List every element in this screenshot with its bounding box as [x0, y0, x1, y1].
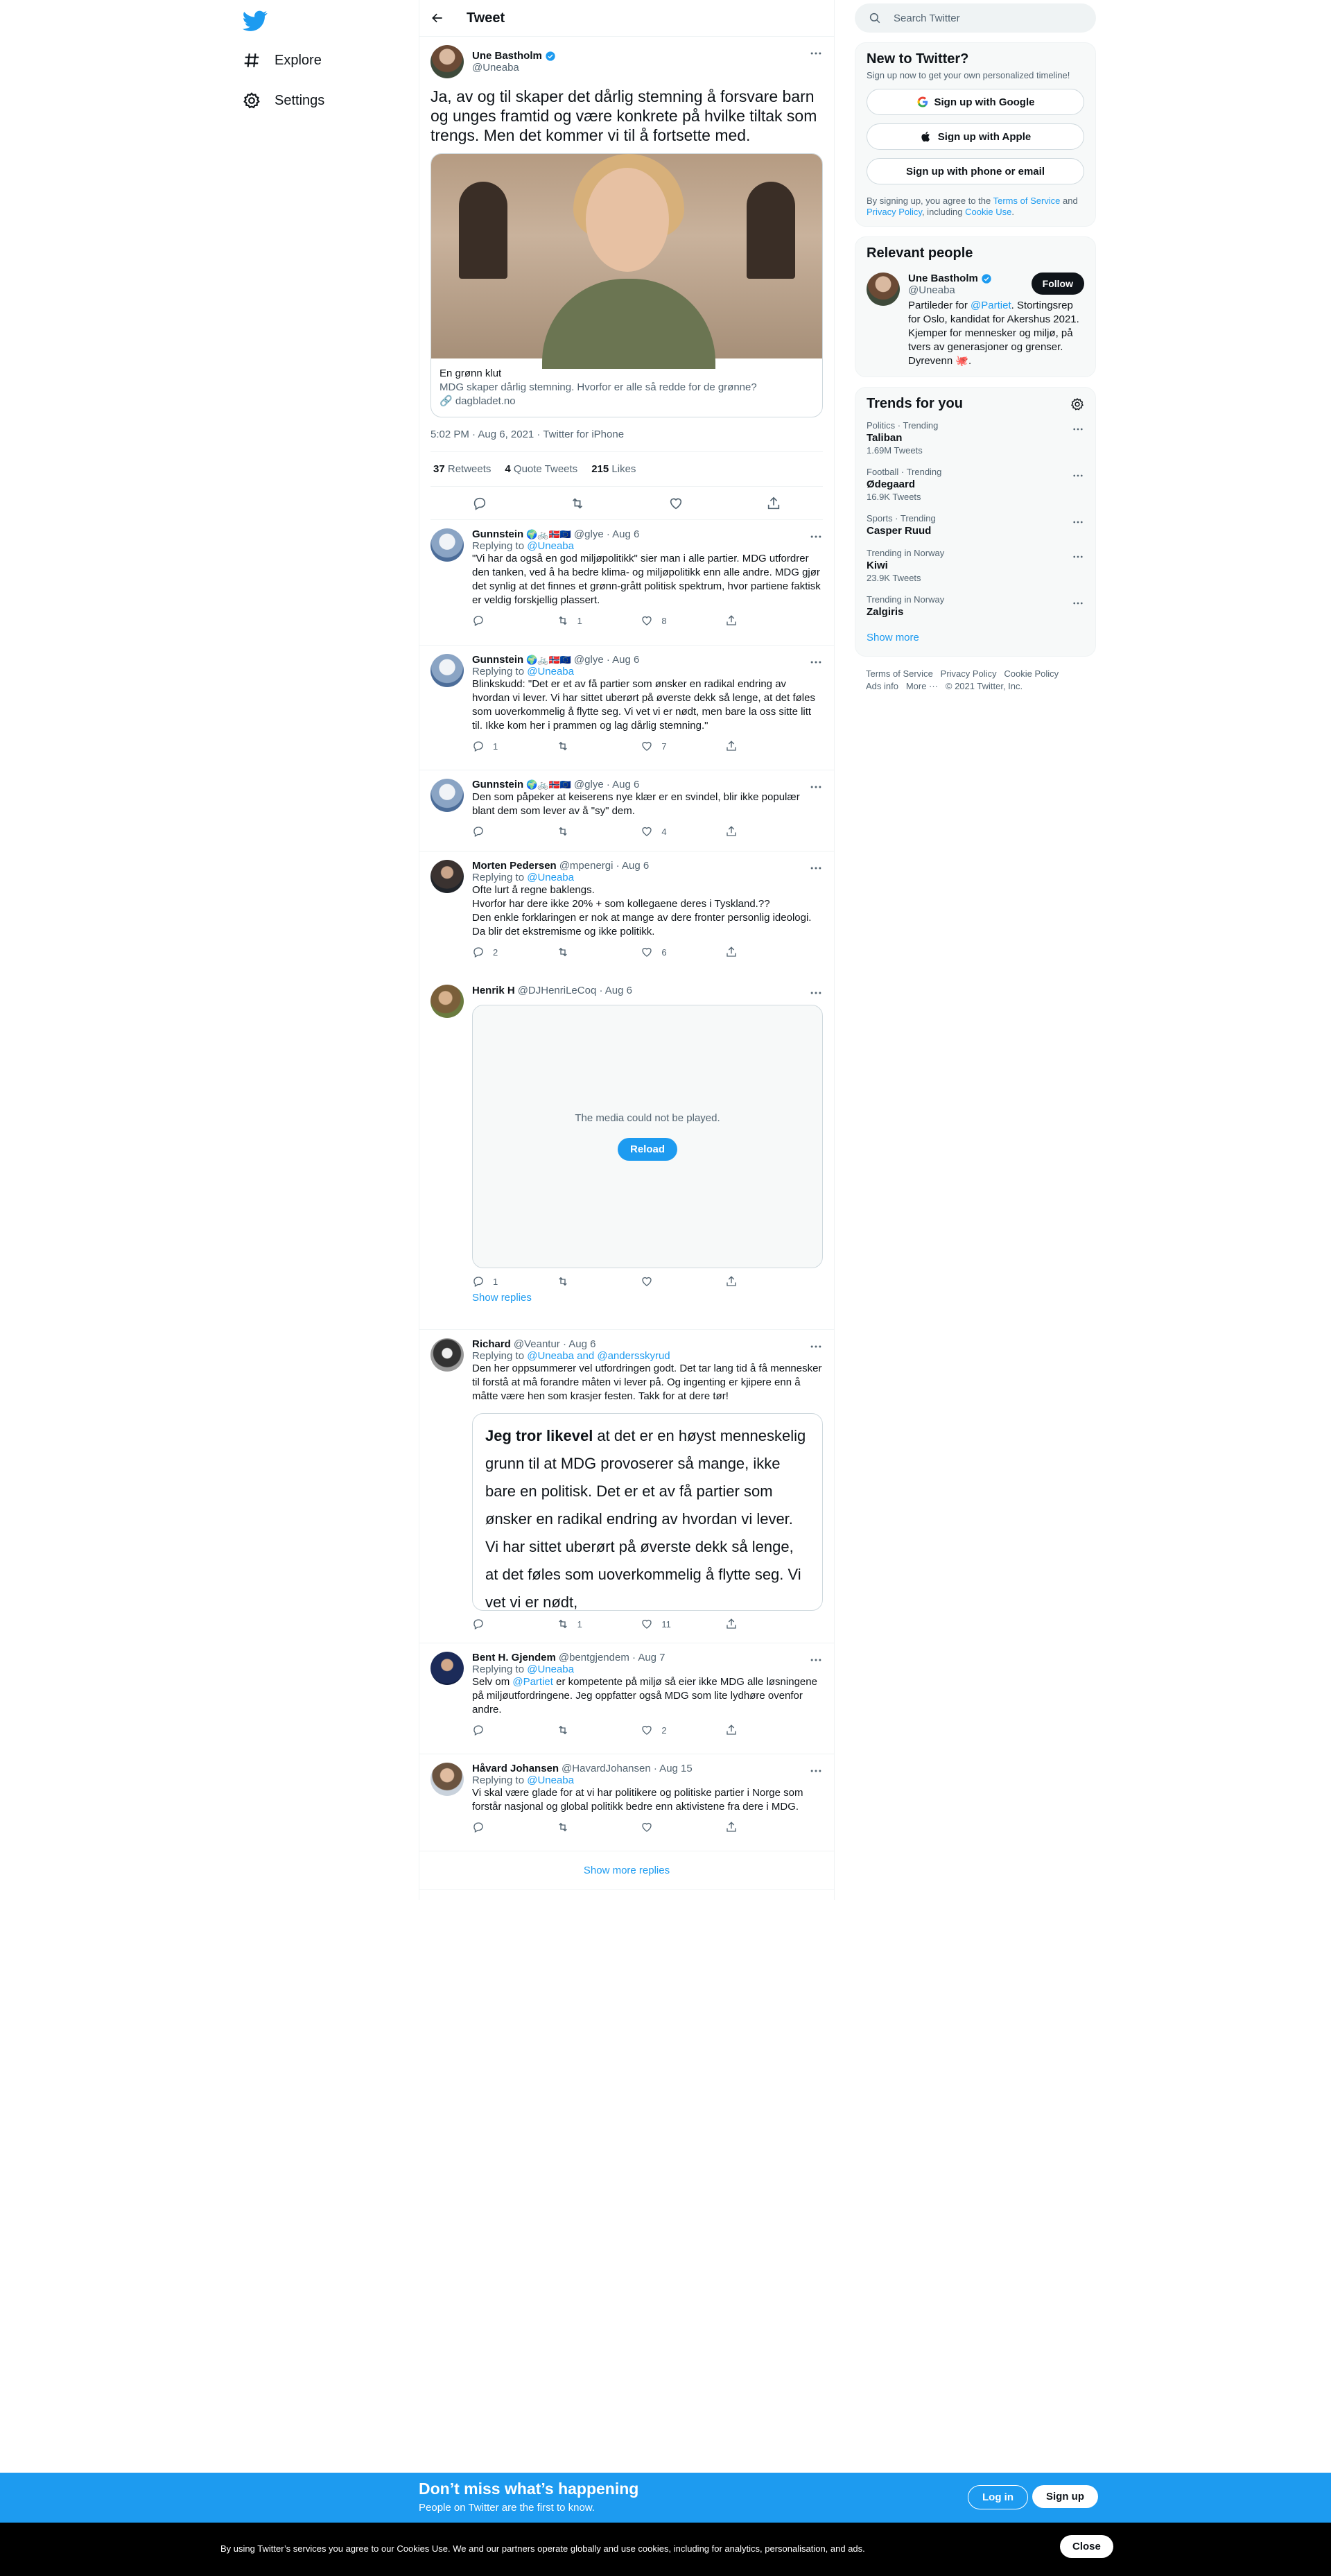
- reply-tweet[interactable]: [419, 646, 834, 770]
- verified-badge-icon: [981, 273, 992, 284]
- mention-link[interactable]: @Uneaba: [527, 666, 574, 677]
- share-button[interactable]: [725, 614, 767, 627]
- author-handle-date[interactable]: @mpenergi · Aug 6: [559, 860, 650, 872]
- replying-to: Replying to @Uneaba and @andersskyrud: [472, 1350, 670, 1362]
- trend-item[interactable]: [867, 505, 1084, 539]
- retweet-icon: [557, 1275, 569, 1288]
- reload-button[interactable]: Reload: [618, 1138, 677, 1161]
- author-handle-date[interactable]: @glye · Aug 6: [573, 528, 640, 540]
- close-cookie-button[interactable]: Close: [1060, 2535, 1113, 2558]
- author-name[interactable]: Gunnstein: [472, 654, 524, 666]
- share-button[interactable]: [725, 740, 767, 752]
- signup-apple-button[interactable]: Sign up with Apple: [867, 123, 1084, 150]
- avatar[interactable]: [430, 860, 464, 893]
- search-placeholder: Search Twitter: [894, 12, 960, 24]
- share-icon: [725, 946, 738, 958]
- more-options-icon[interactable]: [1072, 469, 1084, 482]
- author-handle[interactable]: @Uneaba: [472, 62, 519, 74]
- heart-icon: [641, 1618, 653, 1630]
- reply-tweet[interactable]: [419, 1643, 834, 1754]
- footer-cookie-link[interactable]: Cookie Policy: [1004, 668, 1059, 679]
- main-column: [419, 0, 835, 1900]
- panel-title: Relevant people: [867, 245, 973, 261]
- media-player[interactable]: [472, 1005, 823, 1268]
- main-tweet: [419, 37, 834, 520]
- hashtag-icon: [243, 51, 261, 69]
- retweet-icon: [557, 1618, 569, 1630]
- share-button[interactable]: [725, 1618, 767, 1630]
- trend-item[interactable]: [867, 586, 1084, 621]
- retweet-button[interactable]: [557, 740, 598, 752]
- more-options-icon[interactable]: [809, 1764, 823, 1778]
- reply-button[interactable]: [472, 825, 514, 838]
- show-more-replies-button[interactable]: Show more replies: [419, 1851, 834, 1890]
- signup-phone-email-button[interactable]: Sign up with phone or email: [867, 158, 1084, 184]
- share-icon: [725, 1275, 738, 1288]
- share-icon: [725, 1724, 738, 1736]
- author-name[interactable]: Une Bastholm: [472, 50, 542, 62]
- author-name[interactable]: Richard: [472, 1338, 511, 1350]
- person-handle[interactable]: @Uneaba: [908, 284, 955, 296]
- new-to-twitter-panel: [855, 42, 1096, 227]
- banner-title: Don’t miss what’s happening: [419, 2480, 639, 2498]
- gear-icon: [243, 92, 261, 110]
- signup-banner: [0, 2473, 1331, 2523]
- mention-link[interactable]: @Uneaba: [527, 540, 574, 552]
- quote-text: at det er en høyst menneskelig grunn til at MDG provoserer så mange, ikke bare en politisk. Det er et av få partier som ønsker en radikal endring av hvordan vi lever. Vi har sittet uberørt på øverste dekk så lenge, at det føles som uoverkommelig å flytte seg. Vi vet vi er nødt,: [485, 1427, 806, 1611]
- share-icon: [725, 740, 738, 752]
- share-button[interactable]: [725, 946, 767, 958]
- replying-to: Replying to @Uneaba: [472, 666, 574, 677]
- author-handle-date[interactable]: @glye · Aug 6: [573, 654, 640, 666]
- search-input[interactable]: [855, 3, 1096, 33]
- mention-link[interactable]: @Uneaba and @andersskyrud: [527, 1350, 670, 1362]
- reply-icon: [472, 1821, 485, 1833]
- retweet-icon: [557, 740, 569, 752]
- author-handle-date[interactable]: @DJHenriLeCoq · Aug 6: [517, 985, 632, 996]
- reply-button[interactable]: [472, 614, 514, 627]
- author-handle-date[interactable]: @glye · Aug 6: [573, 779, 640, 790]
- reply-actions: [472, 946, 767, 958]
- apple-icon: [920, 130, 932, 143]
- person-bio: Partileder for @Partiet. Stortingsrep for Oslo, kandidat for Akershus 2021. Kjemper for mennesker og miljø, på tvers av generasjoner og grenser. Dyrevenn 🐙.: [908, 300, 1079, 367]
- replying-to: Replying to @Uneaba: [472, 540, 574, 552]
- avatar[interactable]: [430, 528, 464, 562]
- reply-text: Den som påpeker at keiserens nye klær er en svindel, blir ikke populær blant dem som lever av å "sy" dem.: [472, 791, 800, 817]
- author-name[interactable]: Gunnstein: [472, 528, 524, 540]
- retweet-icon: [557, 825, 569, 838]
- reply-tweet[interactable]: [419, 770, 834, 852]
- retweet-icon: [557, 1821, 569, 1833]
- reply-text: Selv om @Partiet er kompetente på miljø så eier ikke MDG alle løsningene på miljøutfordringene. Jeg oppfatter også MDG som lite lydhøre ovenfor andre.: [472, 1676, 817, 1715]
- more-options-icon[interactable]: [809, 530, 823, 544]
- reply-icon: [472, 1618, 485, 1630]
- more-options-icon[interactable]: [809, 780, 823, 794]
- trend-item[interactable]: [867, 458, 1084, 505]
- trend-category: Politics · Trending: [867, 420, 939, 431]
- share-icon: [725, 1618, 738, 1630]
- privacy-link[interactable]: Privacy Policy: [867, 207, 922, 217]
- heart-icon: [641, 825, 653, 838]
- signup-button[interactable]: Sign up: [1032, 2485, 1098, 2508]
- login-button[interactable]: Log in: [968, 2485, 1028, 2509]
- like-button[interactable]: [641, 1821, 682, 1833]
- reply-button[interactable]: [472, 1724, 514, 1736]
- trend-category: Sports · Trending: [867, 513, 936, 524]
- share-button[interactable]: [725, 1821, 767, 1833]
- card-image: [431, 154, 822, 358]
- reply-actions: [472, 1724, 767, 1736]
- trend-name: Casper Ruud: [867, 525, 932, 537]
- share-icon: [725, 1821, 738, 1833]
- retweet-button[interactable]: 1: [557, 614, 598, 627]
- reply-actions: [472, 614, 767, 627]
- copyright: © 2021 Twitter, Inc.: [945, 681, 1023, 691]
- cookie-text: By using Twitter’s services you agree to our Cookies Use. We and our partners operate globally and use cookies, including for analytics, personalisation, and ads.: [220, 2543, 865, 2554]
- replying-to: Replying to @Uneaba: [472, 872, 574, 883]
- tweet-text: Ja, av og til skaper det dårlig stemning å forsvare barn og unges framtid og være konkrete på hvilke tiltak som trengs. Men det kommer vi til å fortsette med.: [430, 87, 817, 144]
- footer-privacy-link[interactable]: Privacy Policy: [940, 668, 997, 679]
- panel-title: New to Twitter?: [867, 51, 969, 67]
- reply-text: Den her oppsummerer vel utfordringen godt. Det tar lang tid å få mennesker til forstå at må forandre måten vi lever på. Og ingenting er kjipere enn å måtte være hen som krasjer festen. Takk for at dere tør!: [472, 1363, 822, 1402]
- retweet-button[interactable]: [557, 1821, 598, 1833]
- reply-icon[interactable]: [472, 496, 487, 511]
- mention-link[interactable]: @Partiet: [512, 1676, 553, 1688]
- avatar[interactable]: [430, 985, 464, 1018]
- reply-icon: [472, 614, 485, 627]
- more-options-icon[interactable]: [1072, 423, 1084, 435]
- person-name[interactable]: Une Bastholm: [908, 273, 978, 284]
- reply-icon: [472, 1275, 485, 1288]
- avatar[interactable]: [430, 1763, 464, 1796]
- reply-tweet[interactable]: [419, 520, 834, 646]
- author-name[interactable]: Morten Pedersen: [472, 860, 557, 872]
- reply-tweet[interactable]: [419, 1754, 834, 1851]
- trend-count: 1.69M Tweets: [867, 445, 923, 456]
- retweet-button[interactable]: [557, 1275, 598, 1288]
- card-title: En grønn klut: [440, 368, 502, 379]
- nav-settings[interactable]: [243, 83, 324, 118]
- more-options-icon[interactable]: [1072, 597, 1084, 610]
- more-options-icon[interactable]: [809, 1653, 823, 1667]
- like-button[interactable]: 4: [641, 825, 682, 838]
- trend-category: Trending in Norway: [867, 548, 945, 558]
- reply-button[interactable]: [472, 1618, 514, 1630]
- signup-legal-text: By signing up, you agree to the Terms of Service and Privacy Policy, including Cookie Use.: [867, 196, 1078, 217]
- reply-icon: [472, 740, 485, 752]
- replying-to: Replying to @Uneaba: [472, 1774, 574, 1786]
- more-options-icon[interactable]: [809, 1340, 823, 1354]
- like-button[interactable]: 11: [641, 1618, 682, 1630]
- footer-terms-link[interactable]: Terms of Service: [866, 668, 933, 679]
- author-handle-date[interactable]: @Veantur · Aug 6: [513, 1338, 596, 1350]
- footer-links: [855, 668, 1096, 693]
- trend-count: 16.9K Tweets: [867, 492, 921, 502]
- share-icon: [725, 825, 738, 838]
- more-options-icon[interactable]: [809, 46, 823, 60]
- mention-link[interactable]: @Uneaba: [527, 1663, 574, 1675]
- heart-icon: [641, 1275, 653, 1288]
- reply-text: Blinkskudd: "Det er et av få partier som ønsker en radikal endring av hvordan vi lever. Vi har sittet uberørt på øverste dekk så lenge, at det føles som uoverkommelig å flytte seg. Vi vet vi er nødt, men bare la oss sitte litt til. Ikke kom her i prammen og lag dårlig stemning.": [472, 678, 815, 732]
- like-button[interactable]: 8: [641, 614, 682, 627]
- reply-actions: [472, 825, 767, 838]
- reply-actions: [472, 1618, 767, 1630]
- main-tweet-author: [430, 45, 823, 78]
- retweet-button[interactable]: 1: [557, 1618, 598, 1630]
- reply-icon: [472, 946, 485, 958]
- reply-actions: [472, 1821, 767, 1833]
- back-arrow-icon[interactable]: [430, 11, 444, 25]
- share-icon: [725, 614, 738, 627]
- name-emoji: 🌍🚲🇳🇴🇪🇺: [526, 528, 571, 539]
- banner-subtitle: People on Twitter are the first to know.: [419, 2502, 595, 2514]
- retweet-button[interactable]: [557, 825, 598, 838]
- trend-item[interactable]: [867, 412, 1084, 458]
- reply-actions: [472, 740, 767, 752]
- search-icon: [869, 12, 881, 24]
- avatar[interactable]: [430, 45, 464, 78]
- retweet-icon: [557, 946, 569, 958]
- nav-settings-label: Settings: [275, 92, 325, 108]
- author-name[interactable]: Bent H. Gjendem: [472, 1652, 556, 1663]
- more-options-icon[interactable]: [1072, 551, 1084, 563]
- media-error-message: The media could not be played.: [575, 1112, 720, 1124]
- retweets-stat[interactable]: 37 Retweets: [433, 463, 491, 475]
- like-button[interactable]: 6: [641, 946, 682, 958]
- trend-name: Taliban: [867, 432, 903, 444]
- avatar[interactable]: [430, 654, 464, 687]
- share-button[interactable]: [725, 1724, 767, 1736]
- reply-icon: [472, 825, 485, 838]
- share-icon[interactable]: [766, 496, 781, 511]
- author-name[interactable]: Henrik H: [472, 985, 515, 996]
- top-bar: [419, 0, 834, 37]
- retweet-icon[interactable]: [570, 496, 585, 511]
- trend-name: Kiwi: [867, 560, 888, 571]
- reply-button[interactable]: 1: [472, 740, 514, 752]
- footer-more-link[interactable]: More ···: [905, 681, 939, 691]
- link-card[interactable]: [430, 153, 823, 417]
- tweet-actions: [430, 487, 823, 520]
- reply-tweet[interactable]: [419, 976, 834, 1330]
- card-description: MDG skaper dårlig stemning. Hvorfor er alle så redde for de grønne?: [440, 381, 757, 393]
- avatar[interactable]: [867, 273, 900, 306]
- verified-badge-icon: [545, 51, 556, 62]
- card-link: 🔗 dagbladet.no: [440, 395, 516, 407]
- quote-bold-text: Jeg tror likevel: [485, 1427, 593, 1444]
- reply-actions: [472, 1275, 767, 1288]
- retweet-icon: [557, 614, 569, 627]
- like-button[interactable]: 2: [641, 1724, 682, 1736]
- reply-text: Ofte lurt å regne baklengs. Hvorfor har dere ikke 20% + som kollegaene deres i Tyskland.?? Den enkle forklaringen er nok at mange av dere fronter personlig ideologi. Da blir det ekstremisme og ikke politikk.: [472, 884, 812, 937]
- quoted-image[interactable]: [472, 1413, 823, 1611]
- more-options-icon[interactable]: [809, 986, 823, 1000]
- panel-title: Trends for you: [867, 396, 963, 411]
- replying-to: Replying to @Uneaba: [472, 1663, 574, 1675]
- share-button[interactable]: [725, 825, 767, 838]
- right-sidebar: [855, 0, 1096, 693]
- heart-icon: [641, 946, 653, 958]
- heart-icon: [641, 740, 653, 752]
- mention-link[interactable]: @Partiet: [971, 300, 1011, 311]
- avatar[interactable]: [430, 1338, 464, 1372]
- cookie-banner: [0, 2523, 1331, 2576]
- name-emoji: 🌍🚲🇳🇴🇪🇺: [526, 654, 571, 665]
- google-icon: [916, 96, 929, 108]
- name-emoji: 🌍🚲🇳🇴🇪🇺: [526, 779, 571, 790]
- relevant-people-panel: [855, 236, 1096, 377]
- trends-panel: [855, 387, 1096, 657]
- author-name[interactable]: Gunnstein: [472, 779, 524, 790]
- footer-ads-link[interactable]: Ads info: [866, 681, 898, 691]
- retweet-button[interactable]: [557, 946, 598, 958]
- reply-button[interactable]: 1: [472, 1275, 514, 1288]
- mention-link[interactable]: @Uneaba: [527, 1774, 574, 1786]
- trend-count: 23.9K Tweets: [867, 573, 921, 583]
- avatar[interactable]: [430, 779, 464, 812]
- trend-name: Ødegaard: [867, 478, 916, 490]
- tweet-timestamp[interactable]: 5:02 PM · Aug 6, 2021 · Twitter for iPhone: [430, 429, 823, 452]
- gear-icon[interactable]: [1070, 397, 1084, 411]
- nav-explore-label: Explore: [275, 52, 322, 68]
- signup-google-button[interactable]: Sign up with Google: [867, 89, 1084, 115]
- like-button[interactable]: 7: [641, 740, 682, 752]
- heart-icon: [641, 614, 653, 627]
- trend-name: Zalgiris: [867, 606, 904, 618]
- author-handle-date[interactable]: @HavardJohansen · Aug 15: [562, 1763, 693, 1774]
- reply-button[interactable]: [472, 1821, 514, 1833]
- avatar[interactable]: [430, 1652, 464, 1685]
- more-options-icon[interactable]: [809, 655, 823, 669]
- show-replies-link[interactable]: Show replies: [472, 1292, 532, 1304]
- heart-icon[interactable]: [668, 496, 684, 511]
- page-title: Tweet: [467, 10, 505, 26]
- reply-icon: [472, 1724, 485, 1736]
- share-button[interactable]: [725, 1275, 767, 1288]
- tweet-stats: [430, 452, 823, 487]
- reply-button[interactable]: 2: [472, 946, 514, 958]
- twitter-logo-icon[interactable]: [243, 8, 268, 33]
- trend-category: Football · Trending: [867, 467, 942, 477]
- retweet-button[interactable]: [557, 1724, 598, 1736]
- nav-explore[interactable]: [243, 43, 322, 78]
- terms-link[interactable]: Terms of Service: [993, 196, 1061, 206]
- reply-tweet[interactable]: [419, 1330, 834, 1643]
- reply-text: Vi skal være glade for at vi har politikere og politiske partier i Norge som forstår nasjonal og global politikk bedre enn aktivistene fra dere i MDG.: [472, 1787, 803, 1813]
- reply-tweet[interactable]: [419, 852, 834, 976]
- like-button[interactable]: [641, 1275, 682, 1288]
- trend-item[interactable]: [867, 539, 1084, 586]
- mention-link[interactable]: @Uneaba: [527, 872, 574, 883]
- panel-subtitle: Sign up now to get your own personalized timeline!: [867, 70, 1070, 80]
- cookie-use-link[interactable]: Cookie Use: [965, 207, 1012, 217]
- more-options-icon[interactable]: [809, 861, 823, 875]
- author-handle-date[interactable]: @bentgjendem · Aug 7: [558, 1652, 666, 1663]
- retweet-icon: [557, 1724, 569, 1736]
- quotes-stat[interactable]: 4 Quote Tweets: [505, 463, 578, 475]
- trend-category: Trending in Norway: [867, 594, 945, 605]
- reply-text: "Vi har da også en god miljøpolitikk" sier man i alle partier. MDG utfordrer den tanken, ved å ha bedre klima- og miljøpolitikk enn alle andre. MDG gjør det synlig at det finnes et grønn-grått politisk spektrum, hvor partiene faktisk er veldig forskjellig plassert.: [472, 553, 821, 606]
- heart-icon: [641, 1724, 653, 1736]
- heart-icon: [641, 1821, 653, 1833]
- follow-button[interactable]: Follow: [1032, 273, 1084, 295]
- author-name[interactable]: Håvard Johansen: [472, 1763, 559, 1774]
- likes-stat[interactable]: 215 Likes: [591, 463, 636, 475]
- show-more-trends-link[interactable]: Show more: [867, 632, 919, 643]
- more-options-icon[interactable]: [1072, 516, 1084, 528]
